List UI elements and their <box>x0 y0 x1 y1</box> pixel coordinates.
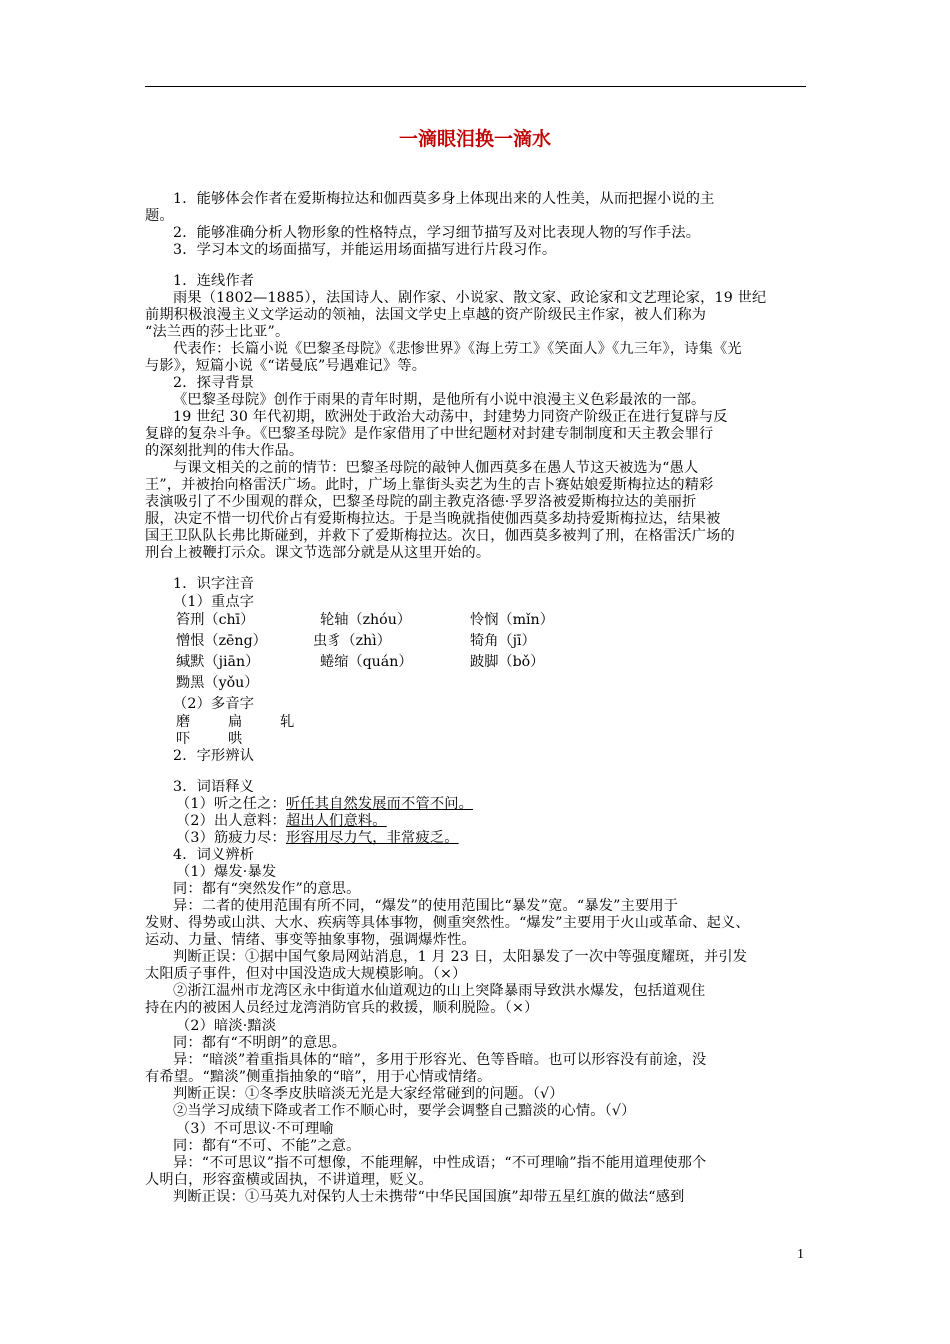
background-para-cont: 的深刻批判的伟大作品。 <box>145 443 304 459</box>
author-para-cont: “法兰西的莎士比亚”。 <box>145 324 290 340</box>
char-form-heading: 2．字形辨认 <box>173 748 255 764</box>
background-para-cont: 复辟的复杂斗争。《巴黎圣母院》是作家借用了中世纪题材对封建专制制度和天主教会罪行 <box>145 426 714 442</box>
word-pair-title: （1）爆发·暴发 <box>176 864 277 880</box>
diff-text: 异：“不可思议”指不可想像，不能理解，中性成语；“不可理喻”指不能用道理使那个 <box>173 1155 707 1171</box>
char-item: 黝黑（yǒu） <box>176 675 259 691</box>
diff-text-cont: 有希望。“黯淡”侧重指抽象的“暗”，用于心情或情绪。 <box>145 1069 492 1085</box>
polyphone-char: 轧 <box>280 714 295 730</box>
vocab-term: （3）筋疲力尽： <box>176 830 286 846</box>
judge-item-cont: 太阳质子事件，但对中国没造成大规模影响。（×） <box>145 966 467 982</box>
word-pair-title: （2）暗淡·黯淡 <box>176 1018 277 1034</box>
plot-para-cont: 王”，并被抬向格雷沃广场。此时，广场上靠街头卖艺为生的吉卜赛姑娘爱斯梅拉达的精彩 <box>145 477 714 493</box>
vocab-term: （2）出人意料： <box>176 813 286 829</box>
same-text: 同：都有“不明朗”的意思。 <box>173 1035 347 1051</box>
judge-item: ②浙江温州市龙湾区永中街道水仙道观边的山上突降暴雨导致洪水爆发，包括道观住 <box>173 983 706 999</box>
representative-works-cont: 与影》，短篇小说《“诺曼底”号遇难记》等。 <box>145 358 427 374</box>
objective-1: 1．能够体会作者在爱斯梅拉达和伽西莫多身上体现出来的人性美，从而把握小说的主 <box>173 191 715 207</box>
representative-works: 代表作：长篇小说《巴黎圣母院》《悲惨世界》《海上劳工》《笑面人》《九三年》，诗集《光 <box>173 341 742 357</box>
key-chars-label: （1）重点字 <box>173 594 255 610</box>
objective-2: 2．能够准确分析人物形象的性格特点，学习细节描写及对比表现人物的写作手法。 <box>173 225 701 241</box>
author-para: 雨果（1802—1885），法国诗人、剧作家、小说家、散文家、政论家和文艺理论家，19 世纪 <box>173 290 767 306</box>
char-item: 怜悯（mǐn） <box>470 612 554 628</box>
char-item: 犄角（jī） <box>470 633 536 649</box>
diff-text-cont: 运动、力量、情绪、事变等抽象事物，强调爆炸性。 <box>145 932 476 948</box>
same-text: 同：都有“不可、不能”之意。 <box>173 1138 361 1154</box>
char-item: 憎恨（zēng） <box>176 633 267 649</box>
characters-heading: 1．识字注音 <box>173 576 255 592</box>
char-item: 虫豸（zhì） <box>313 633 391 649</box>
plot-para: 与课文相关的之前的情节：巴黎圣母院的敲钟人伽西莫多在愚人节这天被选为“愚人 <box>173 460 699 476</box>
char-item: 笞刑（chī） <box>176 612 255 628</box>
judge-item-cont: 持在内的被困人员经过龙湾消防官兵的救援，顺利脱险。（×） <box>145 1000 539 1016</box>
polyphone-char: 哄 <box>228 731 243 747</box>
char-item: 跛脚（bǒ） <box>470 654 545 670</box>
judge-item: 判断正误：①马英九对保钓人士未携带“中华民国国旗”却带五星红旗的做法“感到 <box>173 1189 685 1205</box>
diff-text: 异：二者的使用范围有所不同，“爆发”的使用范围比“暴发”宽。“暴发”主要用于 <box>173 898 679 914</box>
author-para-cont: 前期积极浪漫主义文学运动的领袖，法国文学史上卓越的资产阶级民主作家，被人们称为 <box>145 307 707 323</box>
background-para: 《巴黎圣母院》创作于雨果的青年时期，是他所有小说中浪漫主义色彩最浓的一部。 <box>173 392 706 408</box>
vocab-answer: 超出人们意料。 <box>285 813 387 829</box>
objective-1-cont: 题。 <box>145 208 174 224</box>
page-title: 一滴眼泪换一滴水 <box>398 128 551 150</box>
background-heading: 2．探寻背景 <box>173 375 255 391</box>
header-rule <box>145 86 806 87</box>
diff-text-cont: 发财、得势或山洪、大水、疾病等具体事物，侧重突然性。“爆发”主要用于火山或革命、起义、 <box>145 915 750 931</box>
polyphone-char: 吓 <box>176 731 191 747</box>
polyphone-label: （2）多音字 <box>173 696 255 712</box>
plot-para-cont: 刑台上被鞭打示众。课文节选部分就是从这里开始的。 <box>145 545 491 561</box>
plot-para-cont: 国王卫队队长弗比斯碰到，并救下了爱斯梅拉达。次日，伽西莫多被判了刑，在格雷沃广场的 <box>145 528 735 544</box>
page-number: 1 <box>797 1247 804 1262</box>
vocab-heading: 3．词语释义 <box>173 779 255 795</box>
char-item: 缄默（jiān） <box>176 654 260 670</box>
vocab-answer: 形容用尽力气，非常疲乏。 <box>285 830 459 846</box>
polyphone-char: 磨 <box>176 714 191 730</box>
char-item: 轮轴（zhóu） <box>320 612 412 628</box>
same-text: 同：都有“突然发作”的意思。 <box>173 881 361 897</box>
objective-3: 3．学习本文的场面描写，并能运用场面描写进行片段习作。 <box>173 242 557 258</box>
diff-text-cont: 人明白，形容蛮横或固执，不讲道理，贬义。 <box>145 1172 433 1188</box>
char-item: 蜷缩（quán） <box>320 654 413 670</box>
distinguish-heading: 4．词义辨析 <box>173 847 255 863</box>
plot-para-cont: 服，决定不惜一切代价占有爱斯梅拉达。于是当晚就指使伽西莫多劫持爱斯梅拉达，结果被 <box>145 511 721 527</box>
background-para: 19 世纪 30 年代初期，欧洲处于政治大动荡中，封建势力同资产阶级正在进行复辟与反 <box>173 409 728 425</box>
judge-item: ②当学习成绩下降或者工作不顺心时，要学会调整自己黯淡的心情。（√） <box>173 1103 636 1119</box>
polyphone-char: 扁 <box>228 714 243 730</box>
author-heading: 1．连线作者 <box>173 273 255 289</box>
judge-item: 判断正误：①冬季皮肤暗淡无光是大家经常碰到的问题。（√） <box>173 1086 564 1102</box>
diff-text: 异：“暗淡”着重指具体的“暗”，多用于形容光、色等昏暗。也可以形容没有前途，没 <box>173 1052 707 1068</box>
judge-item: 判断正误：①据中国气象局网站消息，1 月 23 日，太阳暴发了一次中等强度耀斑，并引发 <box>173 949 748 965</box>
plot-para-cont: 表演吸引了不少围观的群众，巴黎圣母院的副主教克洛德·孚罗洛被爱斯梅拉达的美丽折 <box>145 494 697 510</box>
word-pair-title: （3）不可思议·不可理喻 <box>176 1121 334 1137</box>
vocab-term: （1）听之任之： <box>176 796 286 812</box>
vocab-answer: 听任其自然发展而不管不问。 <box>285 796 473 812</box>
